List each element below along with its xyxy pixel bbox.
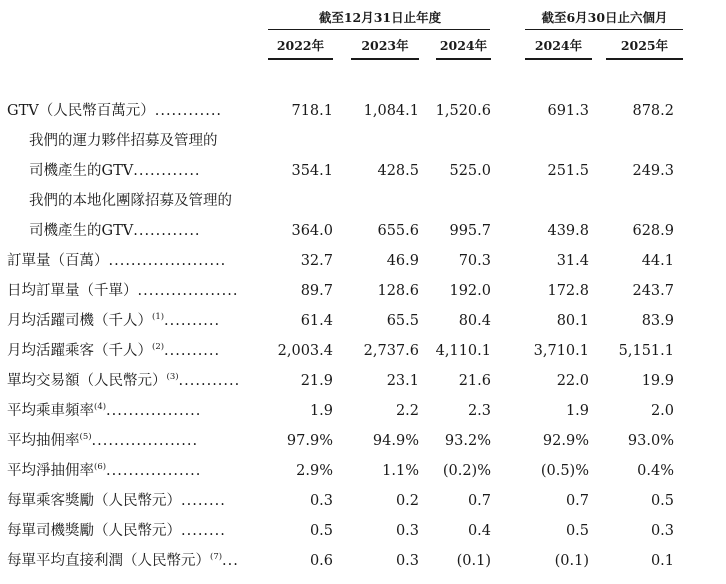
row-label [7,489,226,513]
value-cell: 94.9% [372,433,419,449]
footnote-marker: (1) [152,312,165,322]
value-cell: 0.7 [565,493,589,509]
value-cell: 46.9 [386,253,419,269]
value-cell: 0.6 [309,553,333,569]
year-header-2023: 2023年 [361,38,409,53]
value-cell: (0.1) [554,553,589,569]
table-row [0,189,726,213]
leader-dots: ........ [181,523,226,539]
value-cell: 70.3 [458,253,491,269]
table-row [0,549,726,573]
value-cell: 0.4% [637,463,674,479]
table-row [0,459,726,483]
value-cell: 2.3 [467,403,491,419]
row-label [7,309,220,333]
row-label [29,219,201,243]
year-header-2022: 2022年 [276,38,325,53]
table-row [0,519,726,543]
year-header-h1-2025: 2025年 [620,38,669,53]
row-label-text: 我們的運力夥伴招募及管理的 [29,133,218,149]
value-cell: 22.0 [556,373,589,389]
row-label [7,429,198,453]
footnote-marker: (3) [166,372,179,382]
row-label-text: 平均乘車頻率 [7,403,94,419]
value-cell: 0.5 [565,523,589,539]
table-row [0,129,726,153]
value-cell: 1.1% [382,463,419,479]
leader-dots: .......... [164,343,221,359]
value-cell: 65.5 [386,313,419,329]
value-cell: 1.9 [309,403,333,419]
leader-dots: ............ [133,163,201,179]
value-cell: 2.0 [650,403,674,419]
value-cell: 93.2% [444,433,491,449]
leader-dots: .......... [164,313,221,329]
value-cell: (0.5)% [540,463,589,479]
year-rule-2024 [436,58,491,60]
header-rule-top-h1 [525,29,683,30]
value-cell: 354.1 [291,163,333,179]
value-cell: 1,520.6 [435,103,491,119]
value-cell: 0.5 [309,523,333,539]
value-cell: 4,110.1 [435,343,491,359]
value-cell: 2,737.6 [363,343,419,359]
row-label [7,249,226,273]
value-cell: 21.9 [300,373,333,389]
row-label-text: 月均活躍司機（千人） [7,313,152,329]
row-label [29,189,232,213]
value-cell: 61.4 [300,313,333,329]
value-cell: 0.3 [395,523,419,539]
value-cell: 243.7 [632,283,674,299]
header-rule-top-fy [268,29,490,30]
row-label-text: 平均淨抽佣率 [7,463,94,479]
row-label [7,519,226,543]
row-label [7,369,240,393]
leader-dots: ............ [154,103,223,119]
table-row [0,369,726,393]
value-cell: 0.3 [650,523,674,539]
value-cell: 0.5 [650,493,674,509]
row-label-text: 每單司機獎勵（人民幣元） [7,523,181,539]
header-group-fiscal-year: 截至12月31日止年度 [318,10,442,25]
row-label [7,99,222,123]
value-cell: 3,710.1 [533,343,589,359]
year-header-2024: 2024年 [439,38,488,53]
value-cell: 0.2 [395,493,419,509]
row-label-text: GTV（人民幣百萬元） [7,103,155,119]
row-label [7,549,239,573]
year-rule-2023 [351,58,419,60]
value-cell: 5,151.1 [618,343,674,359]
value-cell: 32.7 [300,253,333,269]
value-cell: 2,003.4 [277,343,333,359]
value-cell: 439.8 [547,223,589,239]
table-row [0,489,726,513]
value-cell: 19.9 [641,373,674,389]
table-row [0,339,726,363]
row-label-text: 司機產生的GTV [29,163,134,179]
value-cell: 718.1 [291,103,333,119]
row-label-text: 我們的本地化團隊招募及管理的 [29,193,232,209]
value-cell: 192.0 [449,283,491,299]
leader-dots: ........ [181,493,226,509]
value-cell: 0.3 [309,493,333,509]
value-cell: 0.7 [467,493,491,509]
row-label-text: 每單乘客獎勵（人民幣元） [7,493,181,509]
footnote-marker: (5) [79,432,92,442]
value-cell: 628.9 [632,223,674,239]
row-label-text: 單均交易額（人民幣元） [7,373,167,389]
table-row [0,99,726,123]
year-header-h1-2024: 2024年 [534,38,583,53]
value-cell: 1.9 [565,403,589,419]
row-label-text: 日均訂單量（千單） [7,283,138,299]
value-cell: 92.9% [542,433,589,449]
value-cell: 655.6 [377,223,419,239]
row-label [29,159,201,183]
leader-dots: ................... [91,433,199,449]
footnote-marker: (4) [94,402,107,412]
value-cell: 1,084.1 [363,103,419,119]
value-cell: 251.5 [547,163,589,179]
value-cell: 172.8 [547,283,589,299]
value-cell: 691.3 [547,103,589,119]
leader-dots: .................. [137,283,239,299]
row-label [7,339,220,363]
leader-dots: ........... [178,373,241,389]
row-label-text: 司機產生的GTV [29,223,134,239]
value-cell: 525.0 [449,163,491,179]
footnote-marker: (2) [152,342,165,352]
value-cell: 878.2 [632,103,674,119]
value-cell: 83.9 [641,313,674,329]
leader-dots: ................. [106,463,202,479]
leader-dots: ... [222,553,239,569]
row-label [7,459,201,483]
value-cell: 128.6 [377,283,419,299]
value-cell: 2.2 [395,403,419,419]
table-row [0,219,726,243]
footnote-marker: (6) [94,462,107,472]
value-cell: 89.7 [300,283,333,299]
value-cell: 364.0 [291,223,333,239]
value-cell: (0.2)% [442,463,491,479]
header-group-six-months: 截至6月30日止六個月 [541,10,668,25]
year-rule-h1-2025 [606,58,683,60]
row-label-text: 每單平均直接利潤（人民幣元） [7,553,210,569]
value-cell: 428.5 [377,163,419,179]
row-label [7,399,201,423]
row-label [7,279,238,303]
value-cell: (0.1) [456,553,491,569]
table-row [0,309,726,333]
table-row [0,279,726,303]
table-row [0,399,726,423]
leader-dots: ..................... [108,253,227,269]
value-cell: 0.1 [650,553,674,569]
value-cell: 2.9% [296,463,333,479]
table-row [0,249,726,273]
value-cell: 995.7 [449,223,491,239]
value-cell: 80.1 [556,313,589,329]
year-rule-2022 [268,58,333,60]
leader-dots: ............ [133,223,201,239]
row-label-text: 平均抽佣率 [7,433,80,449]
footnote-marker: (7) [210,552,223,562]
value-cell: 21.6 [458,373,491,389]
row-label [29,129,218,153]
value-cell: 249.3 [632,163,674,179]
value-cell: 93.0% [627,433,674,449]
value-cell: 44.1 [641,253,674,269]
value-cell: 31.4 [556,253,589,269]
leader-dots: ................. [106,403,202,419]
value-cell: 23.1 [386,373,419,389]
value-cell: 97.9% [286,433,333,449]
table-row [0,429,726,453]
value-cell: 80.4 [458,313,491,329]
year-rule-h1-2024 [525,58,592,60]
table-row [0,159,726,183]
value-cell: 0.4 [467,523,491,539]
row-label-text: 訂單量（百萬） [7,253,109,269]
value-cell: 0.3 [395,553,419,569]
row-label-text: 月均活躍乘客（千人） [7,343,152,359]
